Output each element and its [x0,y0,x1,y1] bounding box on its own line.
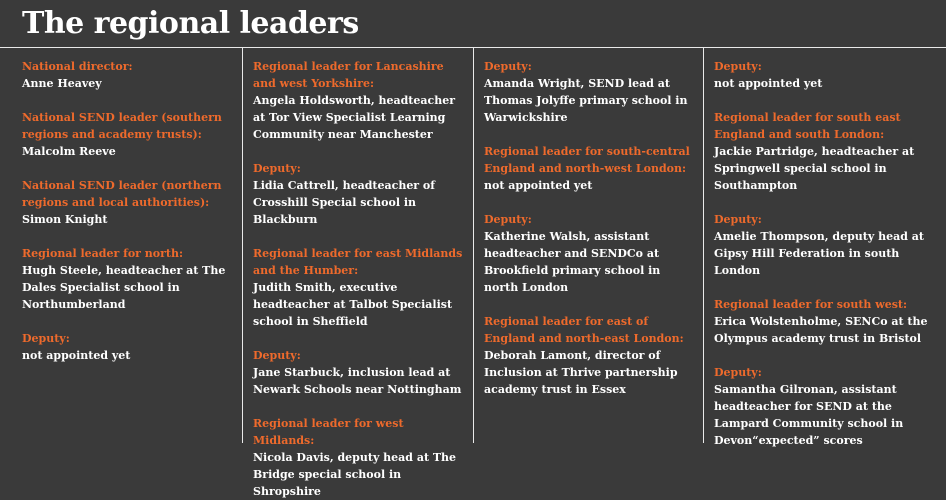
leader-role: Regional leader for west Midlands: [253,417,404,447]
leader-role: Regional leader for Lancashire and west Yorkshire: [253,60,444,90]
leader-name: Jackie Partridge, headteacher at Springwell special school in Southampton [714,145,915,192]
leader-name: Lidia Cattrell, headteacher of Crosshill Special school in Blackburn [253,179,436,226]
leader-entry [484,313,697,398]
leader-entry [22,58,236,92]
leader-role: Deputy: [714,213,762,226]
leader-name: Malcolm Reeve [22,145,116,158]
leader-entry [253,415,467,500]
leader-entry [714,109,938,194]
leader-entry [714,364,938,449]
leader-entry [253,245,467,330]
leader-name: Angela Holdsworth, headteacher at Tor View Specialist Learning Community near Manchester [253,94,456,141]
leader-name: Jane Starbuck, inclusion lead at Newark Schools near Nottingham [253,366,462,396]
leader-role: Regional leader for north: [22,247,184,260]
leader-role: National SEND leader (southern regions and academy trusts): [22,111,222,141]
leader-entry [22,177,236,228]
leader-role: Deputy: [714,366,762,379]
leader-role: Deputy: [22,332,70,345]
page-title: The regional leaders [22,6,359,41]
column-2 [242,48,473,498]
leader-name: Erica Wolstenholme, SENCo at the Olympus academy trust in Bristol [714,315,928,345]
leader-role: Regional leader for south west: [714,298,908,311]
column-4 [703,48,946,447]
leader-role: Regional leader for east of England and north-east London: [484,315,684,345]
leader-entry [253,58,467,143]
leader-role: Regional leader for south-central England and north-west London: [484,145,690,175]
leader-entry [22,245,236,313]
leader-entry [484,58,697,126]
leader-role: National SEND leader (northern regions and local authorities): [22,179,222,209]
leader-name: Anne Heavey [22,77,102,90]
leader-entry [714,211,938,279]
leader-role: Regional leader for east Midlands and the Humber: [253,247,463,277]
leader-role: Deputy: [253,349,301,362]
leader-entry [714,58,938,92]
leader-name: Judith Smith, executive headteacher at Talbot Specialist school in Sheffield [253,281,453,328]
leader-entry [253,347,467,398]
leader-role: Deputy: [484,213,532,226]
leader-role: National director: [22,60,133,73]
leader-name: not appointed yet [714,77,823,90]
leader-entry [714,296,938,347]
leader-name: not appointed yet [484,179,593,192]
column-3 [473,48,703,443]
leader-name: Hugh Steele, headteacher at The Dales Specialist school in Northumberland [22,264,226,311]
leader-name: Amelie Thompson, deputy head at Gipsy Hill Federation in south London [714,230,924,277]
leader-entry [22,109,236,160]
leader-role: Regional leader for south east England and south London: [714,111,901,141]
leader-name: Amanda Wright, SEND lead at Thomas Jolyffe primary school in Warwickshire [484,77,688,124]
leader-entry [22,330,236,364]
leader-role: Deputy: [253,162,301,175]
leader-name: Deborah Lamont, director of Inclusion at Thrive partnership academy trust in Essex [484,349,678,396]
leader-entry [253,160,467,228]
leader-name: Nicola Davis, deputy head at The Bridge special school in Shropshire [253,451,457,498]
leader-entry [484,143,697,194]
leader-name: Katherine Walsh, assistant headteacher and SENDCo at Brookfield primary school in north London [484,230,661,294]
leader-name: not appointed yet [22,349,131,362]
column-1 [0,48,242,443]
leader-name: Simon Knight [22,213,108,226]
leader-role: Deputy: [484,60,532,73]
leader-role: Deputy: [714,60,762,73]
leader-entry [484,211,697,296]
leader-name: Samantha Gilronan, assistant headteacher for SEND at the Lampard Community school in Devon“expected” scores [714,383,904,447]
